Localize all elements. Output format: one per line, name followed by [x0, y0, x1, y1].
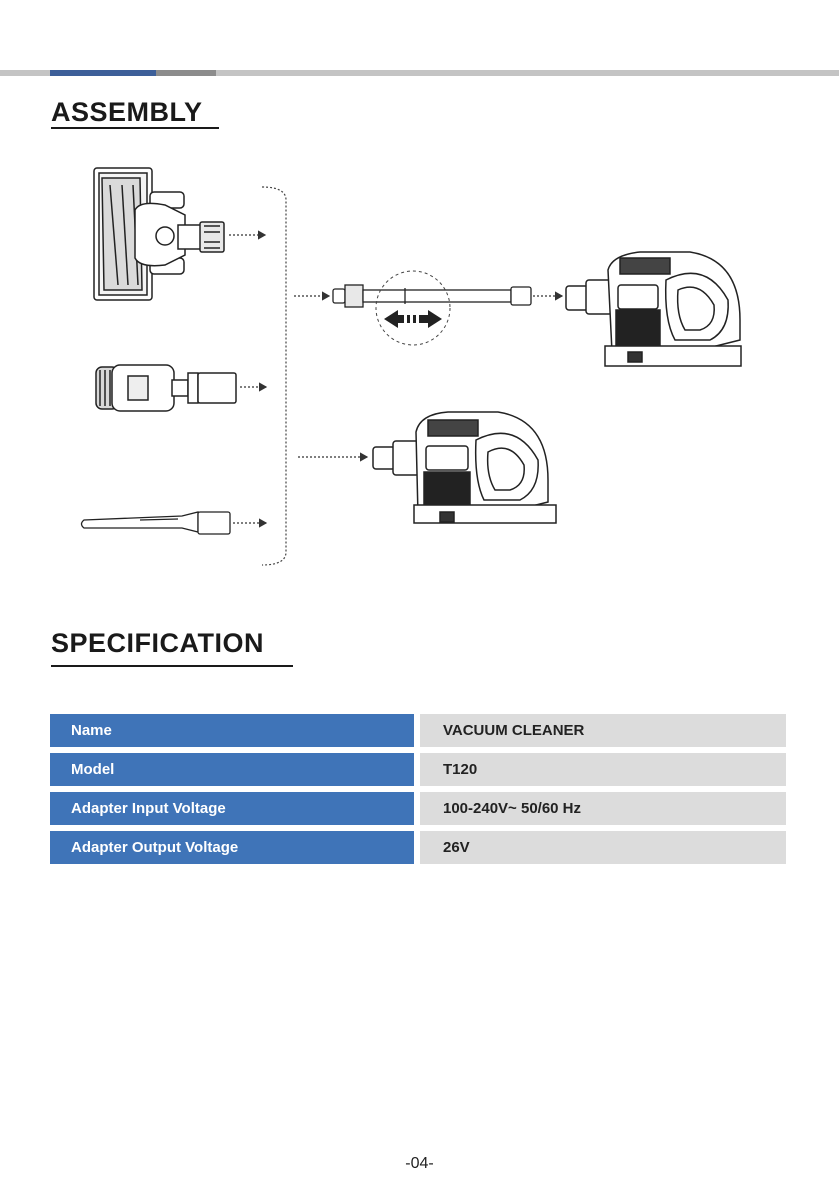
- assembly-diagram: [0, 150, 839, 580]
- top-decor-bar: [0, 70, 839, 76]
- spec-label: Name: [50, 714, 414, 747]
- spec-label: Model: [50, 753, 414, 786]
- assembly-heading: ASSEMBLY: [51, 97, 203, 127]
- accessory-bracket: [262, 187, 286, 565]
- specification-heading: SPECIFICATION: [51, 628, 265, 658]
- spec-row-output-voltage: [50, 831, 786, 864]
- specification-heading-rule: [51, 665, 293, 667]
- spec-value: VACUUM CLEANER: [420, 714, 786, 747]
- spec-value: 26V: [420, 831, 786, 864]
- spec-label: Adapter Input Voltage: [50, 792, 414, 825]
- detail-zoom-circle: [376, 271, 450, 345]
- assembly-heading-rule: [51, 127, 219, 129]
- spec-row-model: [50, 753, 786, 786]
- spec-value: T120: [420, 753, 786, 786]
- top-bar-gray-segment: [156, 70, 216, 76]
- floor-brush-head-icon: [94, 168, 224, 300]
- slide-double-arrow-icon: [384, 310, 442, 328]
- spec-label: Adapter Output Voltage: [50, 831, 414, 864]
- spec-row-input-voltage: [50, 792, 786, 825]
- spec-row-name: [50, 714, 786, 747]
- top-bar-blue-segment: [50, 70, 156, 76]
- spec-value: 100-240V~ 50/60 Hz: [420, 792, 786, 825]
- extension-tube-icon: [333, 285, 531, 307]
- handheld-vacuum-icon: [373, 412, 556, 523]
- crevice-tool-icon: [82, 512, 231, 534]
- round-brush-icon: [96, 365, 236, 411]
- handheld-vacuum-icon: [566, 252, 741, 366]
- page-number: -04-: [405, 1155, 434, 1172]
